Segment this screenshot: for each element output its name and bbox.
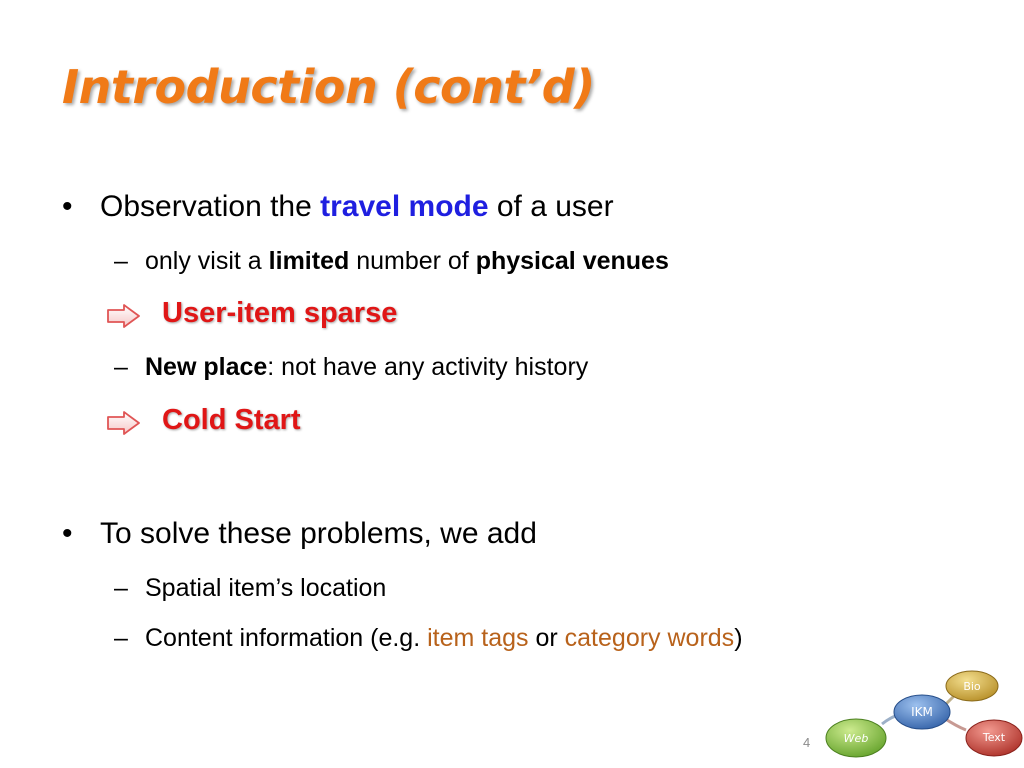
logo-label-bio: Bio [963,680,981,693]
sub-bullet-text: Spatial item’s location [145,574,387,602]
user-item-sparse-label: User-item sparse [162,297,398,329]
limited-bold: limited [268,247,350,275]
logo-label-web: Web [843,732,869,745]
content-middle: or [528,624,565,652]
content-suffix: ) [734,624,743,652]
bullet-icon: • [62,190,73,223]
dash-icon: – [114,624,128,652]
sub-middle: number of [349,247,476,275]
bullet-text: To solve these problems, we add [100,517,537,550]
right-arrow-icon [106,410,142,436]
new-place-rest: : not have any activity history [267,353,589,381]
sub-prefix: only visit a [145,247,269,275]
dash-icon: – [114,353,128,381]
right-arrow-icon [106,303,142,329]
bullet-text [100,190,614,224]
bullet-prefix: Observation the [100,190,321,223]
bullet-suffix: of a user [488,190,614,223]
sub-bullet-text [145,624,743,653]
page-number: 4 [803,735,811,750]
sub-bullet-text [145,353,588,382]
travel-mode-highlight: travel mode [320,190,489,223]
category-words-highlight: category words [564,624,735,652]
cold-start-label: Cold Start [162,404,301,436]
ikm-logo [820,668,1024,768]
dash-icon: – [114,574,128,602]
content-prefix: Content information (e.g. [145,624,428,652]
dash-icon: – [114,247,128,275]
item-tags-highlight: item tags [427,624,529,652]
bullet-icon: • [62,517,73,550]
slide-title: Introduction (cont’d) [62,60,595,114]
logo-label-ikm: IKM [911,705,933,719]
physical-venues-bold: physical venues [475,247,669,275]
sub-bullet-text [145,247,669,276]
logo-label-text: Text [982,731,1006,744]
new-place-bold: New place [145,353,268,381]
